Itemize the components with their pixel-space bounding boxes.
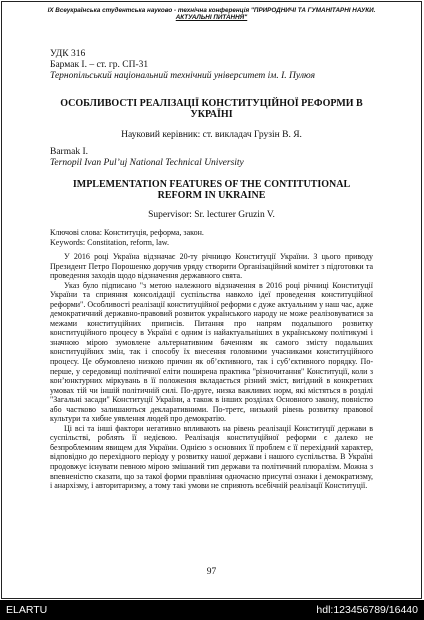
body-paragraph: Ці всі та інші фактори негативно впливають на рівень реалізації Конституції держави в суспільстві, роблять її недієвою. Реалізація конституційної реформи є далеко не безпроблемним явищем для України. Однією з основних її проблем є її перехідний характер, відповідно до перехідного періоду у розвитку нашої держави і нашого суспільства. В Україні продовжує існувати певною мірою змішаний тип держави та політичний плюралізм. Можна з впевненістю сказати, що за такої форми правління одночасно присутні ознаки і демократизму, і анархізму, і авторитаризму, а тому такі умови не сприяють всебічній реалізації Конституції.	[50, 423, 373, 491]
article-body	[50, 252, 373, 491]
supervisor-uk: Науковий керівник: ст. викладач Грузін В. Я.	[121, 130, 302, 140]
institution-uk: Тернопільський національний технічний університет ім. І. Пулюя	[50, 71, 316, 81]
document-page	[1, 1, 422, 599]
handle-identifier[interactable]: hdl:123456789/16440	[316, 604, 418, 616]
conference-header-line-1: IX Всеукраїнська студентська науково - технічна конференція "ПРИРОДНИЧІ ТА ГУМАНІТАРНІ НАУКИ.	[47, 7, 376, 14]
author-block-en	[50, 147, 244, 169]
page-number: 97	[206, 567, 217, 577]
supervisor-en: Supervisor: Sr. lecturer Gruzin V.	[148, 210, 275, 220]
author-uk: Бармак І. – ст. гр. СП-31	[50, 60, 149, 70]
conference-header-line-2: АКТУАЛЬНІ ПИТАННЯ"	[175, 14, 248, 21]
author-en: Barmak I.	[50, 147, 88, 157]
title-uk: ОСОБЛИВОСТІ РЕАЛІЗАЦІЇ КОНСТИТУЦІЙНОЇ РЕФОРМИ В УКРАЇНІ	[60, 98, 363, 120]
article-meta	[50, 49, 315, 82]
repository-name: ELARTU	[6, 604, 48, 616]
body-paragraph: У 2016 році Україна відзначає 20-ту річницю Конституції України. З цього приводу Президент Петро Порошенко доручив уряду створити Організаційний комітет з підготовки та проведення заходів щодо відзначення державного свята.	[50, 252, 373, 281]
keywords-block	[50, 228, 204, 248]
keywords-en: Keywords: Constitation, reform, law.	[50, 238, 170, 247]
conference-header	[2, 7, 421, 21]
institution-en: Ternopil Ivan Pul’uj National Technical University	[50, 158, 244, 168]
repository-footer	[0, 600, 424, 620]
title-en: IMPLEMENTATION FEATURES OF THE CONTITUTIONAL REFORM IN UKRAINE	[72, 179, 351, 201]
keywords-uk: Ключові слова: Конституція, реформа, закон.	[50, 228, 204, 237]
body-paragraph: Указ було підписано "з метою належного відзначення в 2016 році річниці Конституції України та сприяння консолідації суспільства навколо ідеї проведення конституційної реформи". Особливості реалізації конституційної реформи є дуже актуальним у наш час, адже демократичний державно-правовий розвиток українського народу не може реалізовуватися за межами конституційних приписів. Питання про напрям подальшого розвитку конституційного процесу в Україні є одним із найактуальніших в українському політикумі і значною мірою зумовлене альтернативним баченням як самого змісту подальших конституційних змін, так і способу їх внесення головними учасниками конституційного процесу. Це обумовлено низкою причин як об’єктивного, так і суб’єктивного порядку. По-перше, у середовищі політичної еліти поширена практика "різночитання" Конституції, коли з кон’юнктурних міркувань в її положення вкладається різний зміст, вигідний в конкретних умовах тій чи іншій політичній силі. По-друге, низка важливих норм, які містяться в розділі "Загальні засади" Конституції України, а також в інших розділах Основного закону, повністю або частково залишаються декларативними. По-третє, низький рівень розвитку правової культури та хибне уявлення людей про демократію.	[50, 280, 373, 424]
udk-code: УДК 316	[50, 49, 86, 59]
